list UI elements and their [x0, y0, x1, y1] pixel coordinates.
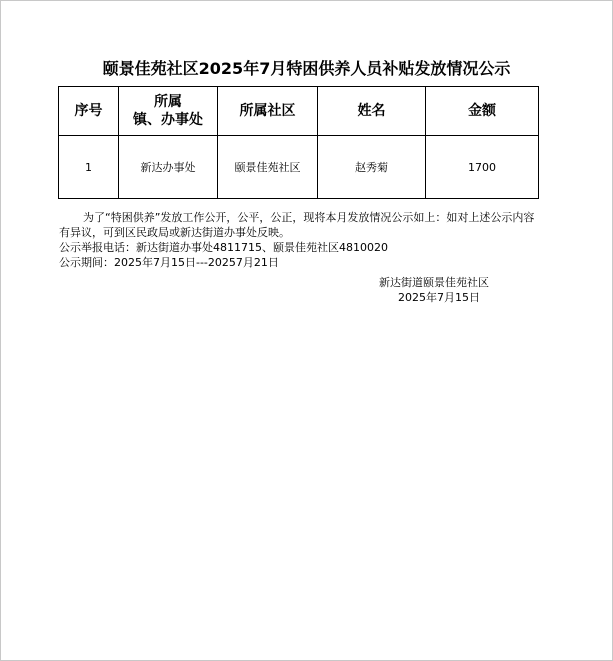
subsidy-table — [58, 86, 539, 199]
notice-period: 公示期间：2025年7月15日---20257月21日 — [59, 256, 279, 269]
header-amount: 金额 — [426, 87, 539, 136]
cell-amount: 1700 — [426, 136, 539, 199]
notice-phone: 公示举报电话：新达街道办事处4811715、颐景佳苑社区4810020 — [59, 241, 388, 254]
cell-name: 赵秀菊 — [318, 136, 426, 199]
header-community: 所属社区 — [218, 87, 318, 136]
cell-town: 新达办事处 — [119, 136, 218, 199]
header-name: 姓名 — [318, 87, 426, 136]
table-row — [59, 136, 539, 199]
header-index: 序号 — [59, 87, 119, 136]
signature-date: 2025年7月15日 — [398, 291, 480, 304]
notice-paragraph: 为了“特困供养”发放工作公开，公平，公正，现将本月发放情况公示如上：如对上述公示内容有异议，可到区民政局或新达街道办事处反映。 — [59, 211, 535, 239]
cell-community: 颐景佳苑社区 — [218, 136, 318, 199]
table-header-row — [59, 87, 539, 136]
notice-text — [59, 210, 541, 270]
header-town-line1: 所属 — [154, 94, 182, 110]
document-title: 颐景佳苑社区2025年7月特困供养人员补贴发放情况公示 — [102, 59, 511, 78]
header-town-line2: 镇、办事处 — [133, 112, 203, 128]
cell-index: 1 — [59, 136, 119, 199]
signature-org: 新达街道颐景佳苑社区 — [379, 276, 489, 289]
header-town — [119, 87, 218, 136]
